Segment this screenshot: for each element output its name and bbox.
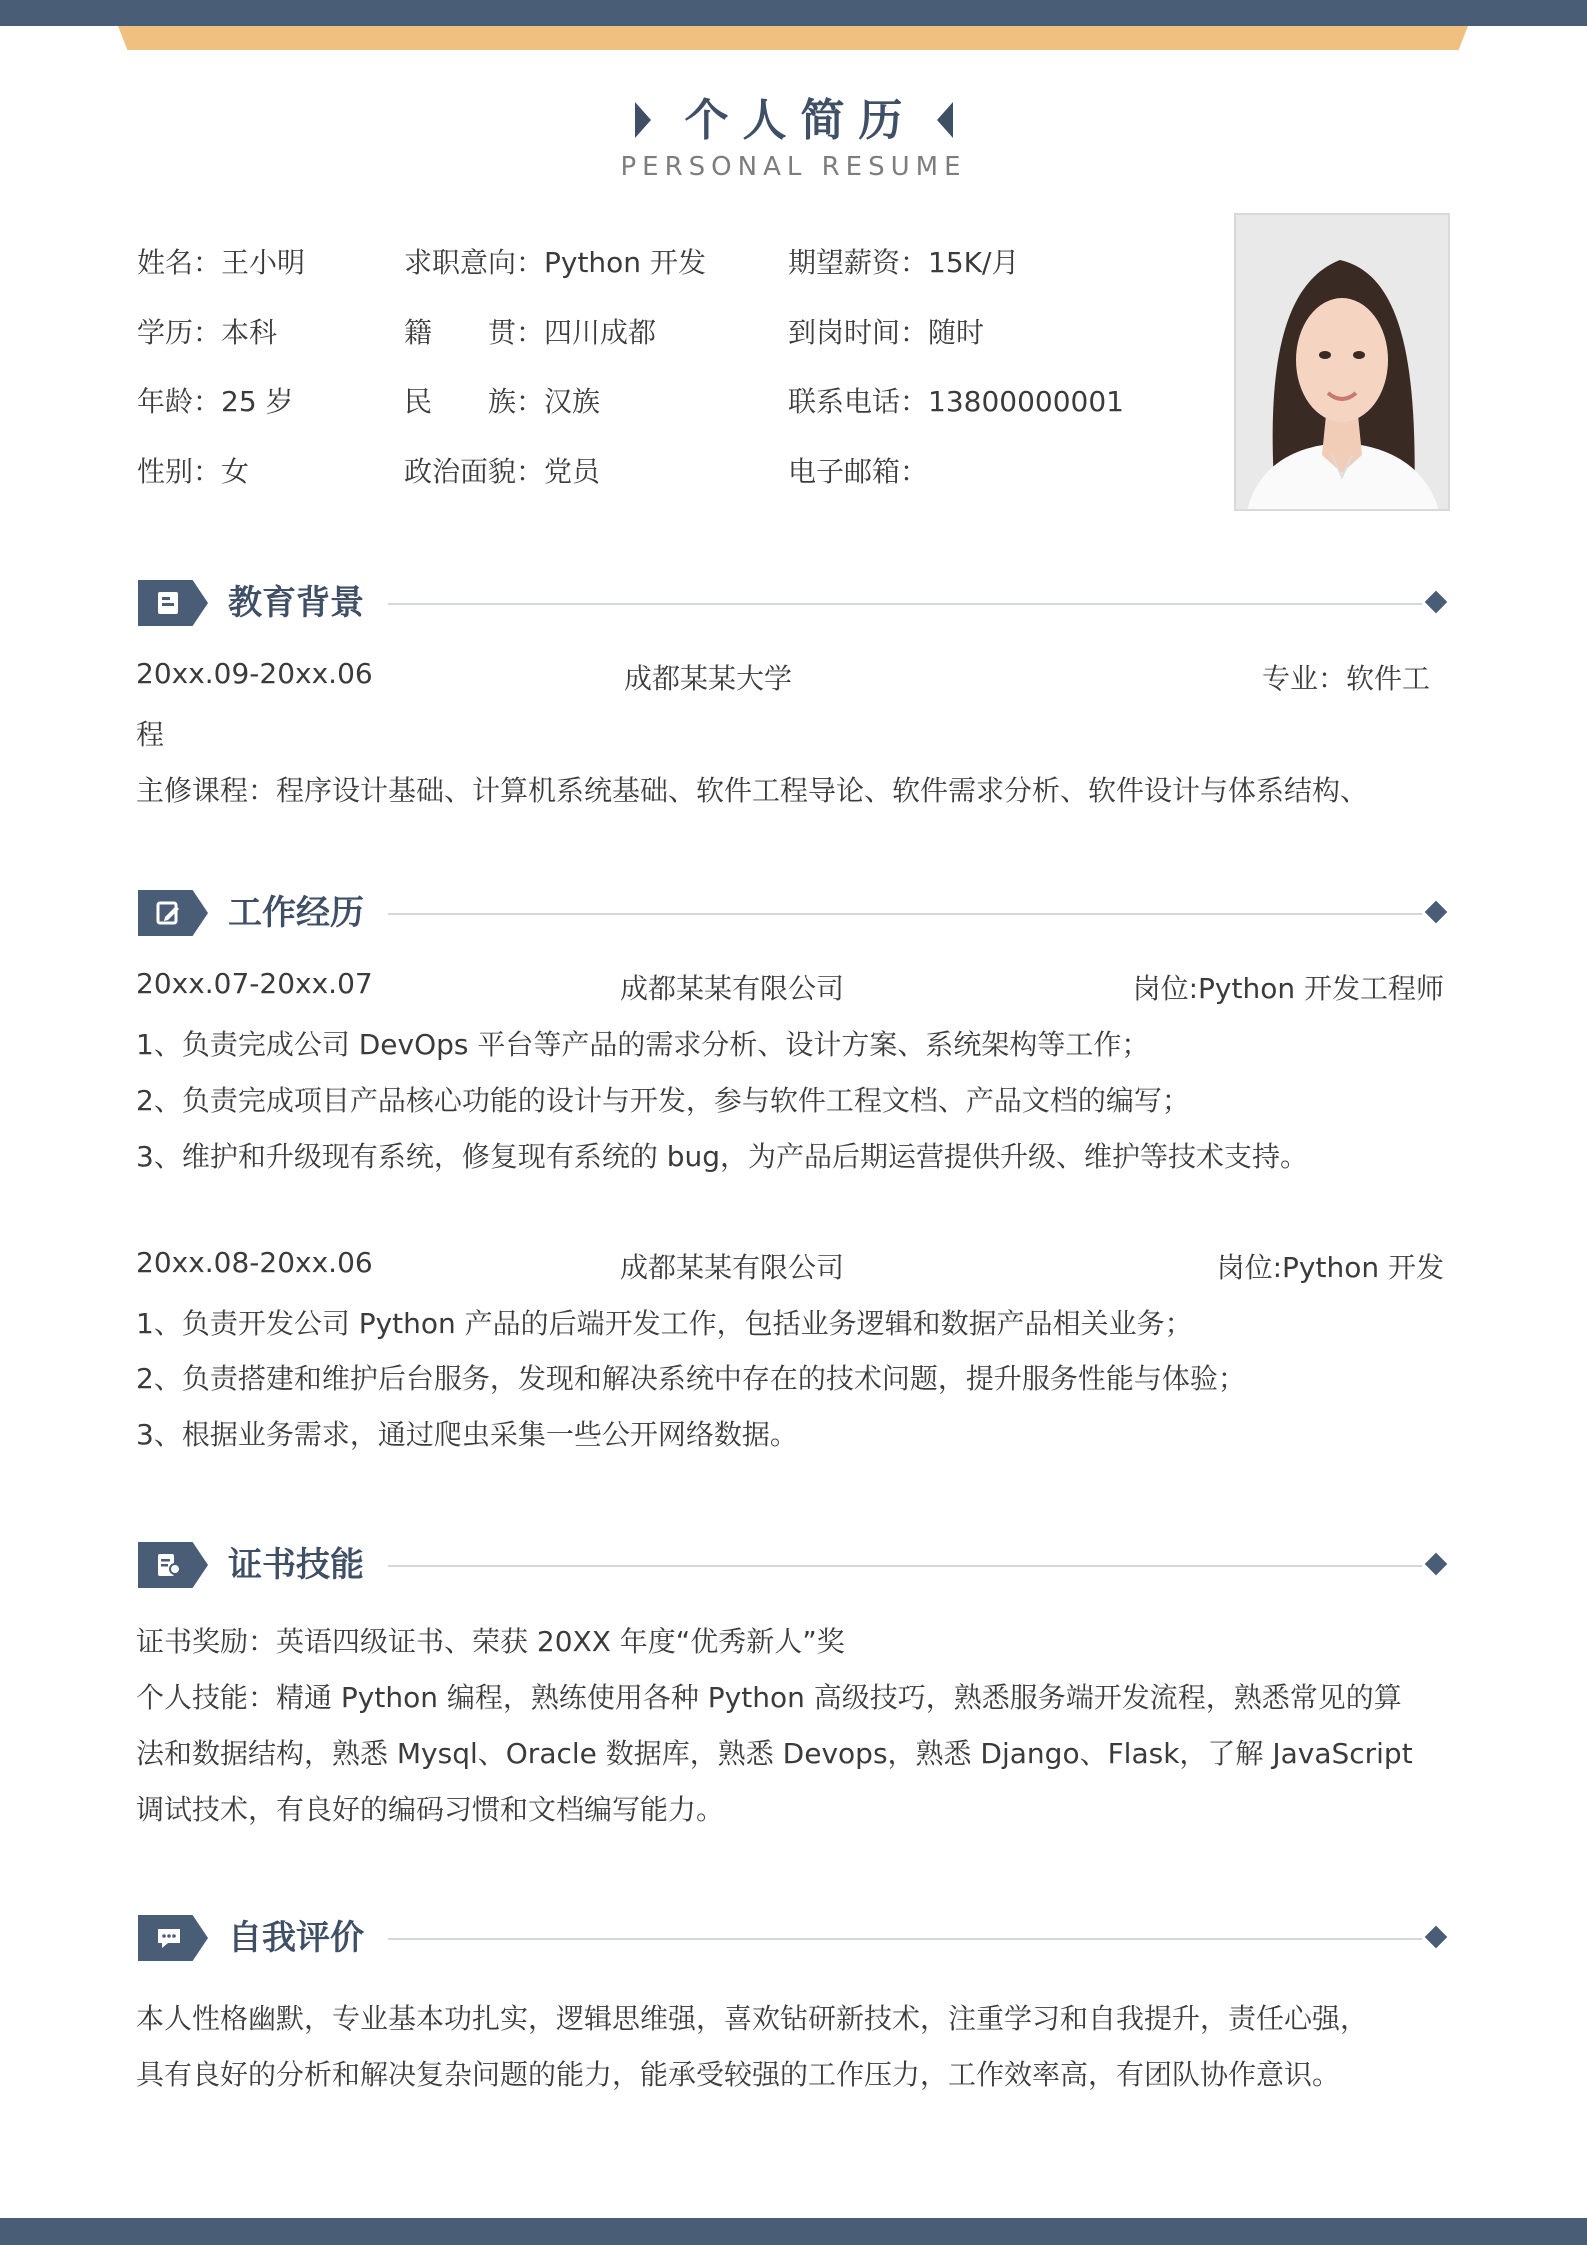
info-education: 学历：本科 [137, 316, 278, 349]
education-courses: 主修课程：程序设计基础、计算机系统基础、软件工程导论、软件需求分析、软件设计与体系结构、 [136, 774, 1369, 807]
work-1-date: 20xx.07-20xx.07 [136, 967, 373, 1000]
section-title-education: 教育背景 [228, 583, 364, 623]
speech-bubble-icon [138, 1915, 208, 1961]
info-email: 电子邮箱： [788, 455, 929, 488]
work-1-item: 2、负责完成项目产品核心功能的设计与开发，参与软件工程文档、产品文档的编写； [136, 1084, 1190, 1117]
section-title-work: 工作经历 [228, 893, 364, 933]
edit-document-icon [138, 890, 208, 936]
info-arrival: 到岗时间：随时 [788, 316, 985, 349]
education-date: 20xx.09-20xx.06 [136, 657, 373, 690]
info-hometown: 籍 贯：四川成都 [404, 316, 657, 349]
skills-certs: 证书奖励：英语四级证书、荣获 20XX 年度“优秀新人”奖 [136, 1625, 845, 1658]
education-major: 专业：软件工 [1262, 662, 1431, 695]
page-subtitle: PERSONAL RESUME [620, 152, 967, 182]
section-header-skills [138, 1540, 1448, 1590]
work-2-item: 1、负责开发公司 Python 产品的后端开发工作，包括业务逻辑和数据产品相关业务； [136, 1307, 1193, 1340]
diamond-icon [1425, 901, 1448, 924]
diamond-icon [1425, 1926, 1448, 1949]
info-age: 年龄：25 岁 [137, 385, 294, 418]
info-ethnicity: 民 族：汉族 [404, 385, 601, 418]
top-bar [0, 0, 1587, 26]
education-major-cont: 程 [136, 718, 165, 751]
skills-line: 法和数据结构，熟悉 Mysql、Oracle 数据库，熟悉 Devops，熟悉 Django、Flask，了解 JavaScript [136, 1737, 1413, 1770]
info-phone: 联系电话：13800000001 [788, 385, 1124, 418]
work-2-company: 成都某某有限公司 [620, 1251, 845, 1284]
diamond-icon [1425, 1553, 1448, 1576]
info-job: 求职意向：Python 开发 [404, 246, 706, 279]
top-accent-band [118, 26, 1468, 50]
info-salary: 期望薪资：15K/月 [788, 246, 1020, 279]
info-gender: 性别：女 [137, 455, 250, 488]
page-title [0, 84, 1587, 148]
work-1-company: 成都某某有限公司 [620, 972, 845, 1005]
section-rule [388, 913, 1422, 915]
work-1-item: 3、维护和升级现有系统，修复现有系统的 bug，为产品后期运营提供升级、维护等技术支持。 [136, 1140, 1309, 1173]
section-header-self [138, 1913, 1448, 1963]
profile-photo [1234, 213, 1450, 511]
triangle-right-icon [635, 102, 651, 138]
info-name: 姓名：王小明 [137, 246, 306, 279]
section-title-self: 自我评价 [228, 1918, 364, 1958]
work-1-item: 1、负责完成公司 DevOps 平台等产品的需求分析、设计方案、系统架构等工作； [136, 1028, 1150, 1061]
title-text: 个人简历 [684, 95, 917, 146]
info-politics: 政治面貌：党员 [404, 455, 601, 488]
skills-line: 调试技术，有良好的编码习惯和文档编写能力。 [136, 1793, 725, 1826]
certificate-icon [138, 1542, 208, 1588]
section-title-skills: 证书技能 [228, 1545, 364, 1585]
section-rule [388, 1565, 1422, 1567]
skills-line: 个人技能：精通 Python 编程，熟练使用各种 Python 高级技巧，熟悉服务端开发流程，熟悉常见的算 [136, 1681, 1402, 1714]
work-2-date: 20xx.08-20xx.06 [136, 1246, 373, 1279]
work-2-item: 3、根据业务需求，通过爬虫采集一些公开网络数据。 [136, 1418, 798, 1451]
section-rule [388, 603, 1422, 605]
self-eval-line: 具有良好的分析和解决复杂问题的能力，能承受较强的工作压力，工作效率高，有团队协作意识。 [136, 2058, 1341, 2091]
education-school: 成都某某大学 [624, 662, 793, 695]
work-2-item: 2、负责搭建和维护后台服务，发现和解决系统中存在的技术问题，提升服务性能与体验； [136, 1362, 1246, 1395]
section-rule [388, 1938, 1422, 1940]
bottom-bar [0, 2218, 1587, 2245]
section-header-work [138, 888, 1448, 938]
id-card-icon [138, 580, 208, 626]
self-eval-line: 本人性格幽默，专业基本功扎实，逻辑思维强，喜欢钻研新技术，注重学习和自我提升，责任心强， [136, 2002, 1369, 2035]
section-header-education [138, 578, 1448, 628]
work-1-position: 岗位:Python 开发工程师 [1132, 972, 1444, 1005]
diamond-icon [1425, 591, 1448, 614]
work-2-position: 岗位:Python 开发 [1216, 1251, 1444, 1284]
triangle-left-icon [937, 102, 953, 138]
